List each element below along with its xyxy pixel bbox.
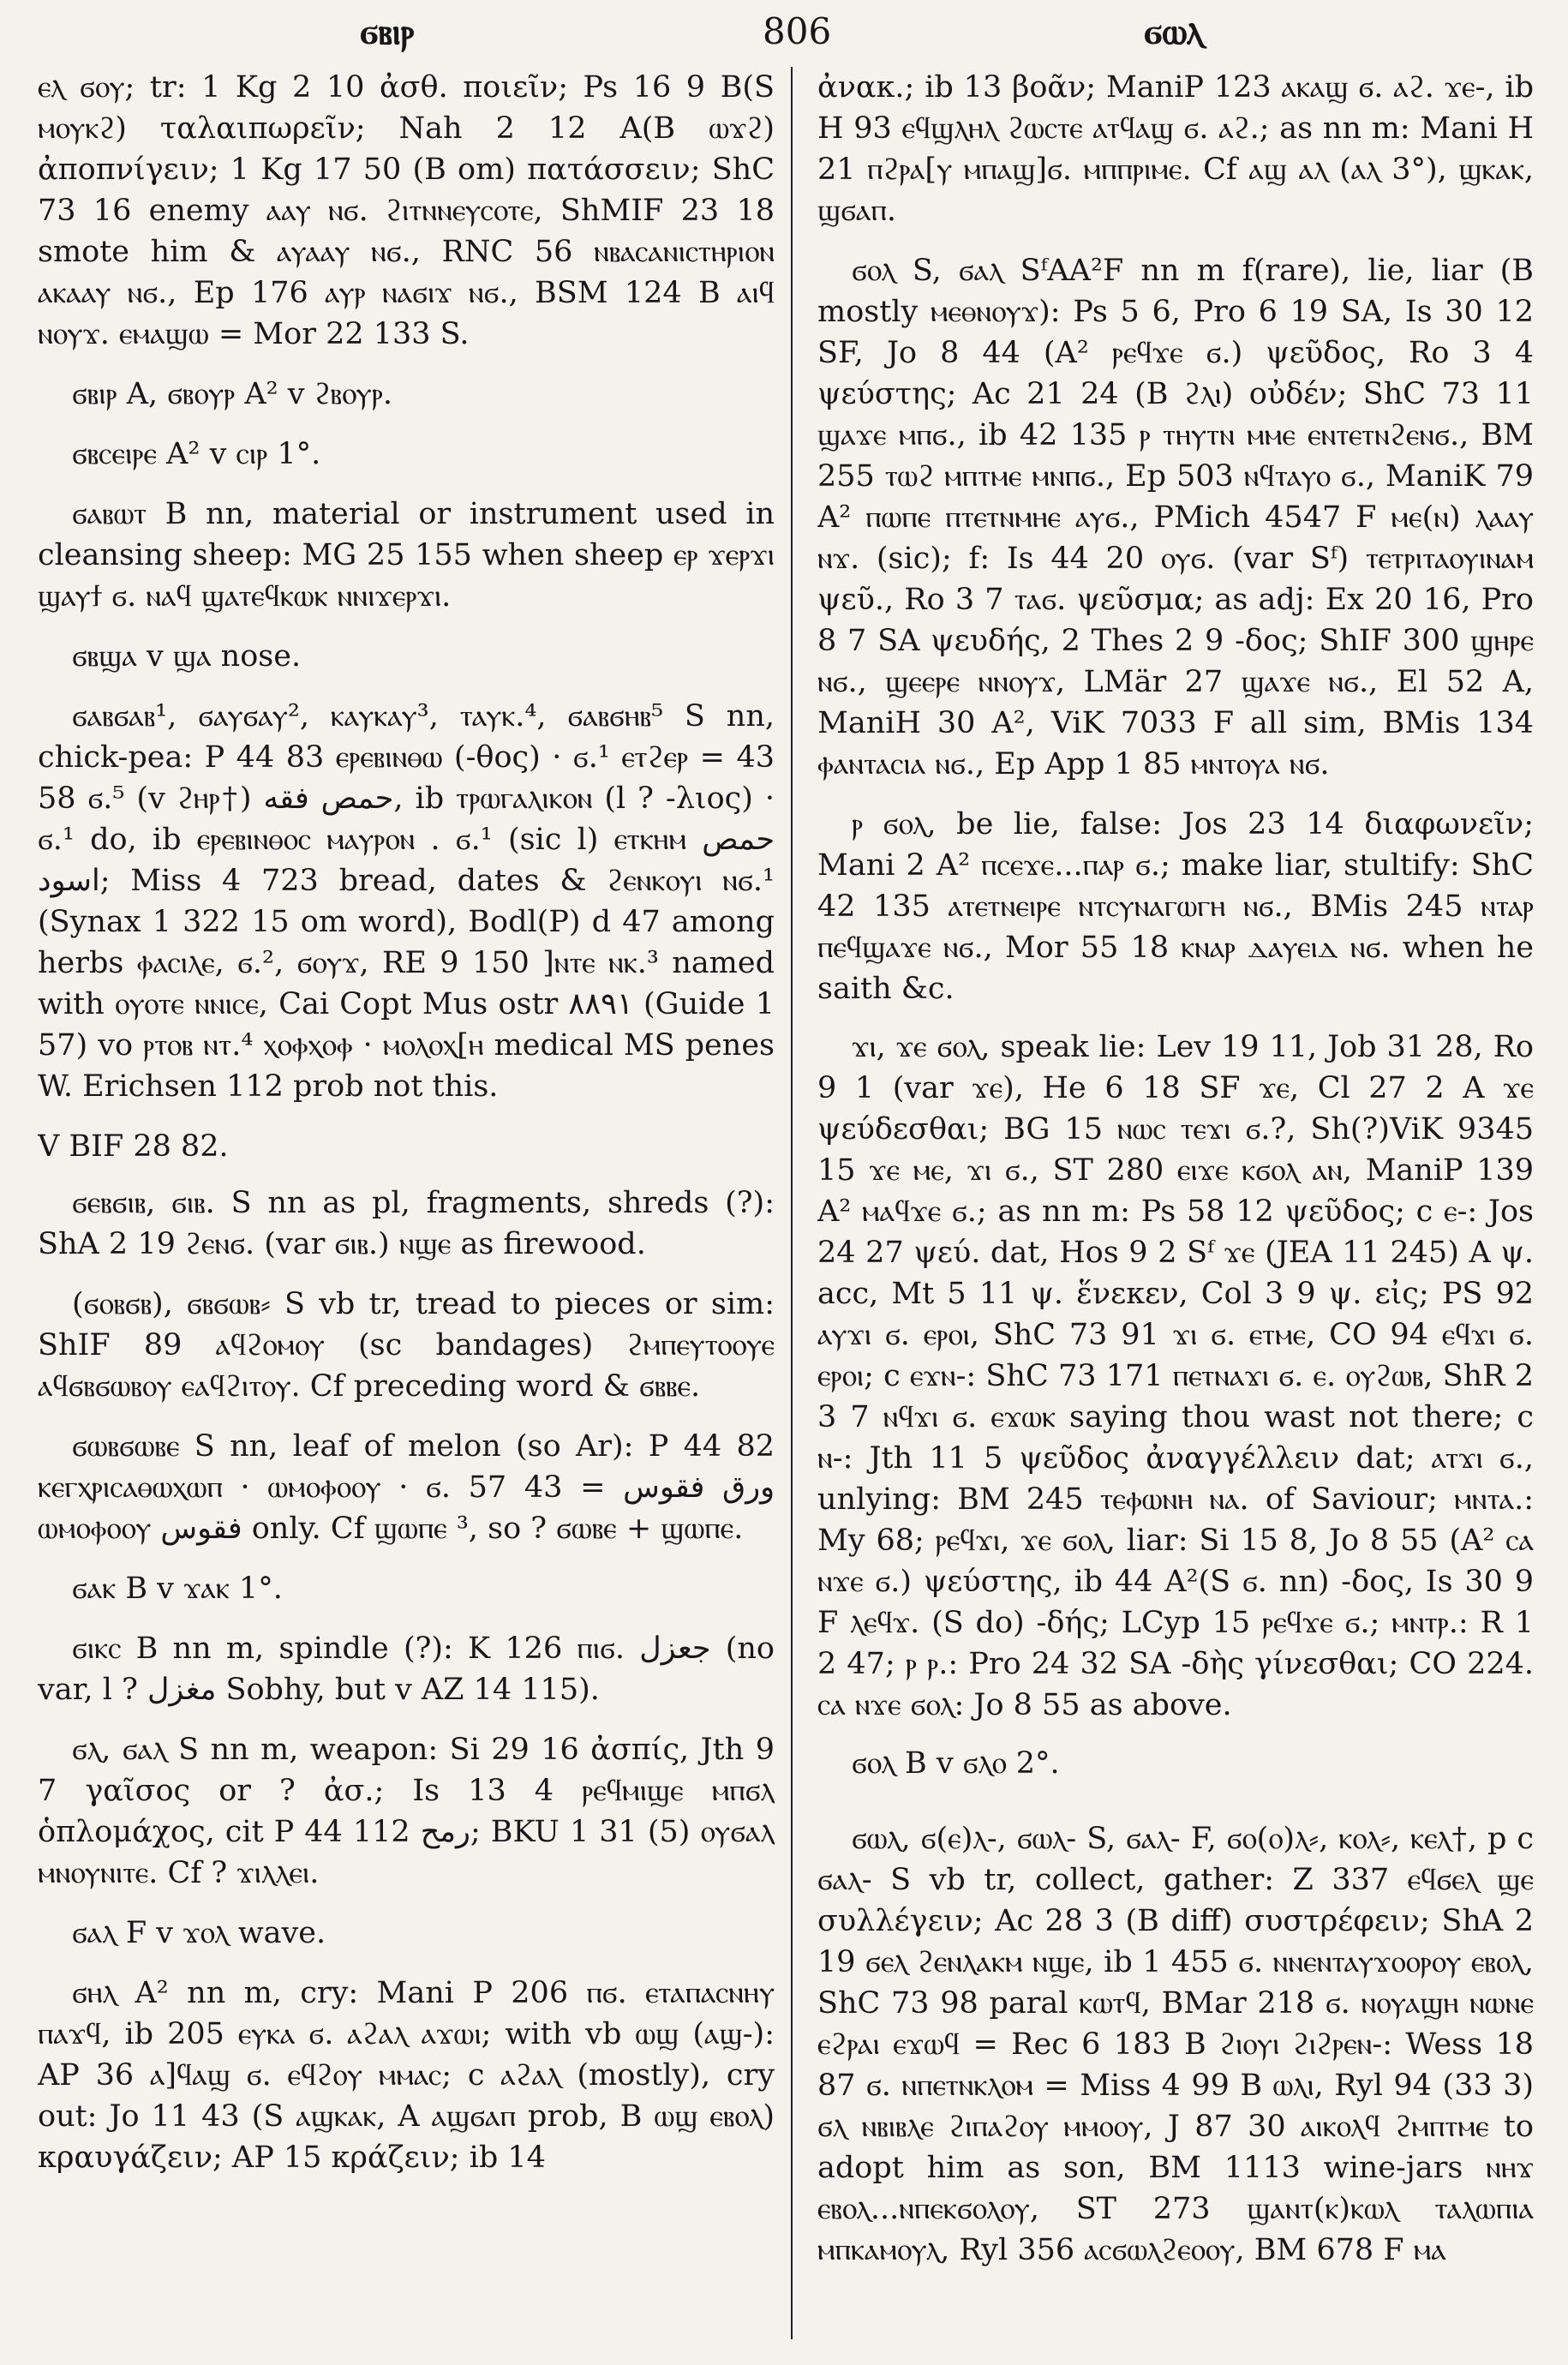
entry: ϭⲉⲃϭⲓⲃ, ϭⲓⲃ. S nn as pl, fragments, shreds (?): ShA 2 19 ϩⲉⲛϭ. (var ϭⲓⲃ.) ⲛϣⲉ as firewood. — [38, 1186, 775, 1261]
entry: ϭⲱⲗ, ϭ(ⲉ)ⲗ-, ϭⲱⲗ- S, ϭⲁⲗ- F, ϭⲟ(ⲟ)ⲗ⸗, ⲕⲟⲗ⸗, ⲕⲉⲗ†, p c ϭⲁⲗ- S vb tr, collect, gather: Z 337 ⲉϥϭⲉⲗ ϣⲉ συλλέγειν; Ac 28 3 (B diff) συστρέφειν; ShA 2 19 ϭⲉⲗ ϩⲉⲛⲗⲁⲕⲙ ⲛϣⲉ, ib 1 455 ϭ. ⲛⲛⲉⲛⲧⲁⲩϫⲟⲟⲣⲟⲩ ⲉⲃⲟⲗ, ShC 73 98 paral ⲕⲱⲧϥ, BMar 218 ϭ. ⲛⲟⲩⲁϣⲏ ⲛⲱⲛⲉ ⲉϩⲣⲁⲓ ⲉϫⲱϥ = Rec 6 183 B ϩⲓⲟⲩⲓ ϩⲓϩⲣⲉⲛ-: Wess 18 87 ϭ. ⲛⲡⲉⲧⲛⲕⲗⲟⲙ = Miss 4 99 B ⲱⲗⲓ, Ryl 94 (33 3) ϭⲗ ⲛⲃⲓⲃⲗⲉ ϩⲓⲡⲁϩⲟⲩ ⲙⲙⲟⲟⲩ, J 87 30 ⲁⲓⲕⲟⲗϥ ϩⲙⲡⲧⲙⲉ to adopt him as son, BM 1113 wine-jars ⲛⲏϫ ⲉⲃⲟⲗ...ⲛⲡⲉⲕϭⲟⲗⲟⲩ, ST 273 ϣⲁⲛⲧ(ⲕ)ⲕⲱⲗ ⲧⲁⲗⲱⲡⲓⲁ ⲙⲡⲕⲁⲙⲟⲩⲗ, Ryl 356 ⲁⲥϭⲱⲗϩⲉⲟⲟⲩ, BM 678 F ⲙⲁ — [817, 1822, 1534, 2267]
page-number: 806 — [763, 10, 832, 52]
column-divider — [791, 67, 793, 2339]
entry-continued: ἀνακ.; ib 13 βοᾶν; ManiP 123 ⲁⲕⲁϣ ϭ. ⲁϩ. ϫⲉ-, ib H 93 ⲉϥϣⲗⲏⲗ ϩⲱⲥⲧⲉ ⲁⲧϥⲁϣ ϭ. ⲁϩ.; as nn m: Mani H 21 ⲡϩⲣⲁ[ⲩ ⲙⲡⲁϣ]ϭ. ⲙⲡⲡⲣⲓⲙⲉ. Cf ⲁϣ ⲁⲗ (ⲁⲗ 3°), ϣⲕⲁⲕ, ϣϭⲁⲡ. — [817, 70, 1534, 228]
running-head — [0, 10, 1568, 62]
entry: ϭⲁⲕ B v ϫⲁⲕ 1°. — [72, 1572, 283, 1606]
entry: ϭⲃⲓⲣ A, ϭⲃⲟⲩⲣ A² v ϩⲃⲟⲩⲣ. — [72, 377, 392, 411]
entry: ϭⲃⲥⲉⲓⲣⲉ A² v ⲥⲓⲣ 1°. — [72, 437, 321, 471]
entry: ϭⲁⲗ F v ϫⲟⲗ wave. — [72, 1916, 326, 1950]
entry: ϭⲁⲃϭⲁⲃ¹, ϭⲁⲩϭⲁⲩ², ⲕⲁⲩⲕⲁⲩ³, ⲧⲁⲩⲕ.⁴, ϭⲁⲃϭⲏⲃ⁵ S nn, chick-pea: P 44 83 ⲉⲣⲉⲃⲓⲛⲑⲱ (-θος) · ϭ.¹ ⲉⲧϩⲉⲣ = 43 58 ϭ.⁵ (v ϩⲏⲣ†) حمص فقه, ib ⲧⲣⲱⲅⲁⲗⲓⲕⲟⲛ (l ? -λιος) · ϭ.¹ do, ib ⲉⲣⲉⲃⲓⲛⲑⲟⲥ ⲙⲁⲩⲣⲟⲛ . ϭ.¹ (sic l) ⲉⲧⲕⲏⲙ حمص اسود; Miss 4 723 bread, dates & ϩⲉⲛⲕⲟⲩⲓ ⲛϭ.¹ (Synax 1 322 15 om word), Bodl(P) d 47 among herbs ⲫⲁⲥⲓⲗⲉ, ϭ.², ϭⲟⲩϫ, RE 9 150 ]ⲛⲧⲉ ⲛⲕ.³ named with ⲟⲩⲟⲧⲉ ⲛⲛⲓⲥⲉ, Cai Copt Mus ostr ٨٨٩١ (Guide 1 57) vo ⲣⲧⲟⲃ ⲛⲧ.⁴ ⲭⲟⲫⲭⲟⲫ · ⲙⲟⲗⲟⲭ[ⲏ medical MS penes W. Erichsen 112 prob not this. — [38, 699, 775, 1104]
left-column — [38, 67, 775, 2365]
entry: ϭⲟⲗ B v ϭⲗⲟ 2°. — [852, 1746, 1060, 1781]
entry-continued: ⲉⲗ ϭⲟⲩ; tr: 1 Kg 2 10 ἀσθ. ποιεῖν; Ps 16 9 B(S ⲙⲟⲩⲕϩ) ταλαιπωρεῖν; Nah 2 12 A(B ⲱϫϩ) ἀποπνίγειν; 1 Kg 17 50 (B om) πατάσσειν; ShC 73 16 enemy ⲁⲁⲩ ⲛϭ. ϩⲓⲧⲛⲛⲉⲩⲥⲟⲧⲉ, ShMIF 23 18 smote him & ⲁⲩⲁⲁⲩ ⲛϭ., RNC 56 ⲛⲃⲁⲥⲁⲛⲓⲥⲧⲏⲣⲓⲟⲛ ⲁⲕⲁⲁⲩ ⲛϭ., Ep 176 ⲁⲩⲣ ⲛⲁϭⲓϫ ⲛϭ., BSM 124 B ⲁⲓϥ ⲛⲟⲩϫ. ⲉⲙⲁϣⲱ = Mor 22 133 S. — [38, 70, 775, 351]
entry: ϭⲁⲃⲱⲧ B nn, material or instrument used in cleansing sheep: MG 25 155 when sheep ⲉⲣ ϫⲉⲣϫⲓ ϣⲁⲩϯ ϭ. ⲛⲁϥ ϣⲁⲧⲉϥⲕⲱⲕ ⲛⲛⲓϫⲉⲣϫⲓ. — [38, 497, 775, 614]
entry: ϭⲓⲕⲥ B nn m, spindle (?): K 126 ⲡⲓϭ. جعزل (no var, l ? مغزل Sobhy, but v AZ 14 115). — [38, 1632, 775, 1707]
sub-entry: ϫⲓ, ϫⲉ ϭⲟⲗ, speak lie: Lev 19 11, Job 31 28, Ro 9 1 (var ϫⲉ), He 6 18 SF ϫⲉ, Cl 27 2 A ϫⲉ ψεύδεσθαι; BG 15 ⲛⲱⲥ ⲧⲉϫⲓ ϭ.?, Sh(?)ViK 9345 15 ϫⲉ ⲙⲉ, ϫⲓ ϭ., ST 280 ⲉⲓϫⲉ ⲕϭⲟⲗ ⲁⲛ, ManiP 139 A² ⲙⲁϥϫⲉ ϭ.; as nn m: Ps 58 12 ψεῦδος; c ⲉ-: Jos 24 27 ψεύ. dat, Hos 9 2 Sᶠ ϫⲉ (JEA 11 245) A ψ. acc, Mt 5 11 ψ. ἕνεκεν, Col 3 9 ψ. εἰς; PS 92 ⲁⲩϫⲓ ϭ. ⲉⲣⲟⲓ, ShC 73 91 ϫⲓ ϭ. ⲉⲧⲙⲉ, CO 94 ⲉϥϫⲓ ϭ. ⲉⲣⲟⲓ; c ⲉϫⲛ-: ShC 73 171 ⲡⲉⲧⲛⲁϫⲓ ϭ. ⲉ. ⲟⲩϩⲱⲃ, ShR 2 3 7 ⲛϥϫⲓ ϭ. ⲉϫⲱⲕ saying thou wast not there; c ⲛ-: Jth 11 5 ψεῦδος ἀναγγέλλειν dat; ⲁⲧϫⲓ ϭ., unlying: BM 245 ⲧⲉⲫⲱⲛⲏ ⲛⲁ. of Saviour; ⲙⲛⲧⲁ.: My 68; ⲣⲉϥϫⲓ, ϫⲉ ϭⲟⲗ, liar: Si 15 8, Jo 8 55 (A² ⲥⲁ ⲛϫⲉ ϭ.) ψεύστης, ib 44 A²(S ϭ. nn) -δος, Is 30 9 F ⲗⲉϥϫ. (S do) -δής; LCyp 15 ⲣⲉϥϫⲉ ϭ.; ⲙⲛⲧⲣ.: R 1 2 47; ⲣ ⲣ.: Pro 24 32 SA -δὴς γίνεσθαι; CO 224. ⲥⲁ ⲛϫⲉ ϭⲟⲗ: Jo 8 55 as above. — [817, 1030, 1534, 1722]
entry: ϭⲟⲗ S, ϭⲁⲗ SᶠAA²F nn m f(rare), lie, liar (B mostly ⲙⲉⲑⲛⲟⲩϫ): Ps 5 6, Pro 6 19 SA, Is 30 12 SF, Jo 8 44 (A² ⲣⲉϥϫⲉ ϭ.) ψεῦδος, Ro 3 4 ψεύστης; Ac 21 24 (B ϩⲗⲓ) οὐδέν; ShC 73 11 ϣⲁϫⲉ ⲙⲡϭ., ib 42 135 ⲣ ⲧⲏⲩⲧⲛ ⲙⲙⲉ ⲉⲛⲧⲉⲧⲛϩⲉⲛϭ., BM 255 ⲧⲱϩ ⲙⲡⲧⲙⲉ ⲙⲛⲡϭ., Ep 503 ⲛϥⲧⲁⲩⲟ ϭ., ManiK 79 A² ⲡⲱⲡⲉ ⲡⲧⲉⲧⲛⲙⲏⲉ ⲁⲩϭ., PMich 4547 F ⲙⲉ(ⲛ) ⲗⲁⲁⲩ ⲛϫ. (sic); f: Is 44 20 ⲟⲩϭ. (var Sᶠ) ⲧⲉⲧⲣⲓⲧⲁⲟⲩⲓⲛⲁⲙ ψεῦ., Ro 3 7 ⲧⲁϭ. ψεῦσμα; as adj: Ex 20 16, Pro 8 7 SA ψευδής, 2 Thes 2 9 -δος; ShIF 300 ϣⲏⲣⲉ ⲛϭ., ϣⲉⲉⲣⲉ ⲛⲛⲟⲩϫ, LMär 27 ϣⲁϫⲉ ⲛϭ., El 52 A, ManiH 30 A², ViK 7033 F all sim, BMis 134 ⲫⲁⲛⲧⲁⲥⲓⲁ ⲛϭ., Ep App 1 85 ⲙⲛⲧⲟⲩⲁ ⲛϭ. — [817, 254, 1534, 781]
entry: (ϭⲟⲃϭⲃ), ϭⲃϭⲱⲃ⸗ S vb tr, tread to pieces or sim: ShIF 89 ⲁϥϩⲟⲙⲟⲩ (sc bandages) ϩⲙⲡⲉⲩⲧⲟⲟⲩⲉ ⲁϥϭⲃϭⲱⲃⲟⲩ ⲉⲁϥϩⲓⲧⲟⲩ. Cf preceding word & ϭⲃⲃⲉ. — [38, 1287, 775, 1404]
right-headword: ϭⲱⲗ — [1144, 10, 1204, 52]
entry: ϭⲗ, ϭⲁⲗ S nn m, weapon: Si 29 16 ἀσπίς, Jth 9 7 γαῖσος or ? ἀσ.; Is 13 4 ⲣⲉϥⲙⲓϣⲉ ⲙⲡϭⲗ ὁπλομάχος, cit P 44 112 رمح; BKU 1 31 (5) ⲟⲩϭⲁⲗ ⲙⲛⲟⲩⲛⲓⲧⲉ. Cf ? ϫⲓⲗⲗⲉⲓ. — [38, 1733, 775, 1890]
entry: ϭⲃϣⲁ v ϣⲁ nose. — [72, 639, 302, 674]
left-headword: ϭⲃⲓⲣ — [360, 10, 415, 52]
sub-entry: ⲣ ϭⲟⲗ, be lie, false: Jos 23 14 διαφωνεῖν; Mani 2 A² ⲡⲥⲉϫⲉ...ⲡⲁⲣ ϭ.; make liar, stultify: ShC 42 135 ⲁⲧⲉⲧⲛⲉⲓⲣⲉ ⲛⲧⲥⲩⲛⲁⲅⲱⲅⲏ ⲛϭ., BMis 245 ⲛⲧⲁⲣ ⲡⲉϥϣⲁϫⲉ ⲛϭ., Mor 55 18 ⲕⲛⲁⲣ ⲇⲁⲩⲉⲓⲇ ⲛϭ. when he saith &c. — [817, 807, 1534, 1006]
right-column — [817, 67, 1534, 2365]
two-column-body — [0, 67, 1568, 2365]
entry: ϭⲱⲃϭⲱⲃⲉ S nn, leaf of melon (so Ar): P 44 82 ⲕⲉⲅⲭⲣⲓⲥⲁⲑⲱⲭⲱⲡ · ⲱⲙⲟⲫⲟⲟⲩ · ϭ. ورق فقوس = 43 57 ⲱⲙⲟⲫⲟⲟⲩ فقوس only. Cf ϣⲱⲡⲉ ³, so ? ϭⲱⲃⲉ + ϣⲱⲡⲉ. — [38, 1429, 775, 1546]
entry: ϭⲏⲗ A² nn m, cry: Mani P 206 ⲡϭ. ⲉⲧⲁⲡⲁⲥⲛⲏⲩ ⲡⲁϫϥ, ib 205 ⲉⲩⲕⲁ ϭ. ⲁϩⲁⲗ ⲁϫⲱⲓ; with vb ⲱϣ (ⲁϣ-): AP 36 ⲁ]ϥⲁϣ ϭ. ⲉϥϩⲟⲩ ⲙⲙⲁⲥ; c ⲁϩⲁⲗ (mostly), cry out: Jo 11 43 (S ⲁϣⲕⲁⲕ, A ⲁϣϭⲁⲡ prob, B ⲱϣ ⲉⲃⲟⲗ) κραυγάζειν; AP 15 κράζειν; ib 14 — [38, 1976, 775, 2175]
entry-note: V BIF 28 82. — [38, 1129, 229, 1164]
